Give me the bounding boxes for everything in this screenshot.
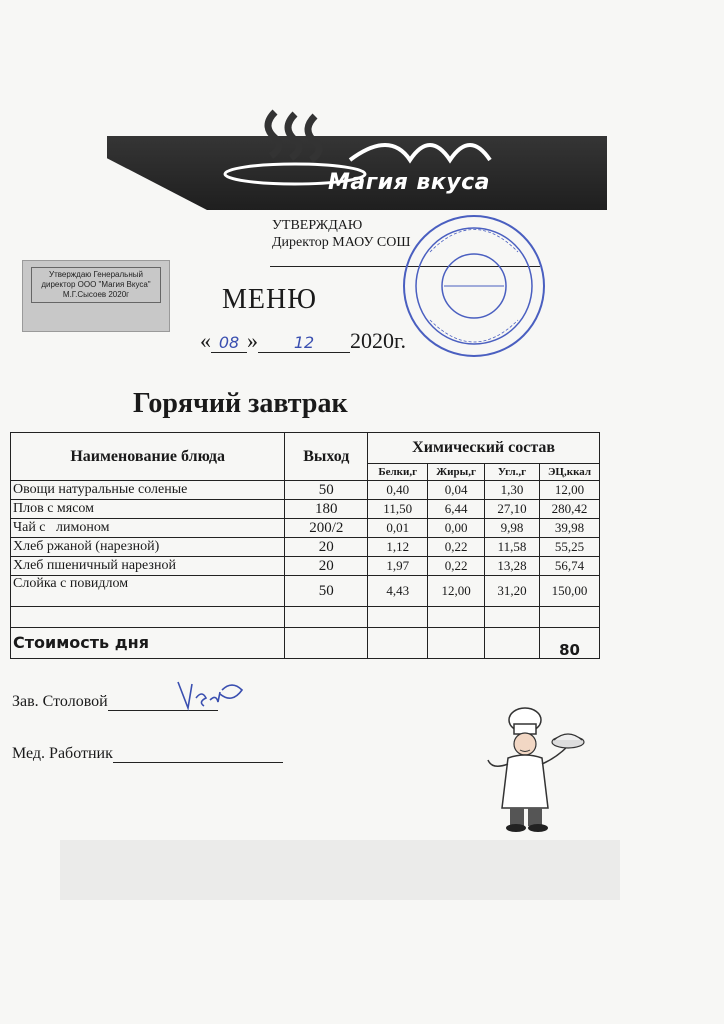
dish-protein: 1,97 [368,557,428,576]
dish-name: Овощи натуральные соленые [11,481,285,500]
meal-title: Горячий завтрак [133,388,348,419]
approval-director: Директор МАОУ СОШ [272,235,411,250]
empty-cell [285,607,368,628]
dish-name: Слойка с повидлом [11,576,285,607]
dish-energy: 12,00 [540,481,600,500]
date-year: 2020г. [350,328,407,353]
dish-energy: 55,25 [540,538,600,557]
header-energy: ЭЦ,ккал [540,464,600,481]
dish-protein: 4,43 [368,576,428,607]
dish-fat: 12,00 [428,576,485,607]
signature-scribble-icon [170,676,250,716]
empty-cell [428,607,485,628]
empty-cell [485,607,540,628]
date-close-quote: » [247,328,258,353]
dish-fat: 0,22 [428,557,485,576]
table-row [11,481,600,500]
menu-title: МЕНЮ [222,284,317,315]
dish-output: 20 [285,557,368,576]
dish-output: 50 [285,481,368,500]
table-row [11,538,600,557]
empty-cell [540,607,600,628]
dish-energy: 150,00 [540,576,600,607]
company-stamp [22,260,170,332]
dish-carb: 31,20 [485,576,540,607]
cost-value: 80 [540,628,600,659]
dish-fat: 6,44 [428,500,485,519]
header-protein: Белки,г [368,464,428,481]
date-open-quote: « [200,328,211,353]
medic-signature [12,745,283,763]
dish-name: Хлеб пшеничный нарезной [11,557,285,576]
empty-cell [485,628,540,659]
dish-protein: 0,01 [368,519,428,538]
dish-energy: 56,74 [540,557,600,576]
dish-protein: 0,40 [368,481,428,500]
header-output: Выход [285,433,368,481]
menu-date [200,328,406,354]
dish-carb: 9,98 [485,519,540,538]
dish-fat: 0,00 [428,519,485,538]
table-row [11,576,600,607]
dish-carb: 13,28 [485,557,540,576]
approval-title: УТВЕРЖДАЮ [272,218,363,233]
header-chem: Химический состав [368,433,600,464]
menu-table [10,432,600,659]
dish-protein: 1,12 [368,538,428,557]
empty-cell [368,607,428,628]
cost-row [11,628,600,659]
round-stamp-icon [400,212,548,360]
table-row [11,519,600,538]
dish-carb: 1,30 [485,481,540,500]
dish-output: 180 [285,500,368,519]
approval-block [272,217,410,251]
dish-carb: 27,10 [485,500,540,519]
dish-fat: 0,22 [428,538,485,557]
header-carb: Угл.,г [485,464,540,481]
dish-name: Плов с мясом [11,500,285,519]
date-day: 08 [211,333,247,353]
chef-icon [480,706,590,836]
table-row [11,500,600,519]
dish-name: Чай с лимоном [11,519,285,538]
empty-cell [428,628,485,659]
empty-cell [368,628,428,659]
medic-line [113,748,283,763]
empty-cell [11,607,285,628]
medic-label: Мед. Работник [12,745,113,762]
dish-output: 50 [285,576,368,607]
dish-output: 200/2 [285,519,368,538]
dish-energy: 280,42 [540,500,600,519]
logo-text: Магия вкуса [328,170,491,195]
canteen-label: Зав. Столовой [12,693,108,710]
table-row [11,557,600,576]
header-fat: Жиры,г [428,464,485,481]
dish-fat: 0,04 [428,481,485,500]
table-header-row [11,433,600,464]
dish-carb: 11,58 [485,538,540,557]
company-stamp-text: Утверждаю Генеральный директор ООО "Магия Вкуса" М.Г.Сысоев 2020г [31,267,161,303]
reverse-bleed [60,840,620,900]
dish-protein: 11,50 [368,500,428,519]
logo-swoosh-icon [200,102,620,212]
date-month: 12 [258,333,350,353]
empty-cell [285,628,368,659]
cost-label: Стоимость дня [11,628,285,659]
table-row-empty [11,607,600,628]
dish-energy: 39,98 [540,519,600,538]
dish-output: 20 [285,538,368,557]
header-name: Наименование блюда [11,433,285,481]
dish-name: Хлеб ржаной (нарезной) [11,538,285,557]
